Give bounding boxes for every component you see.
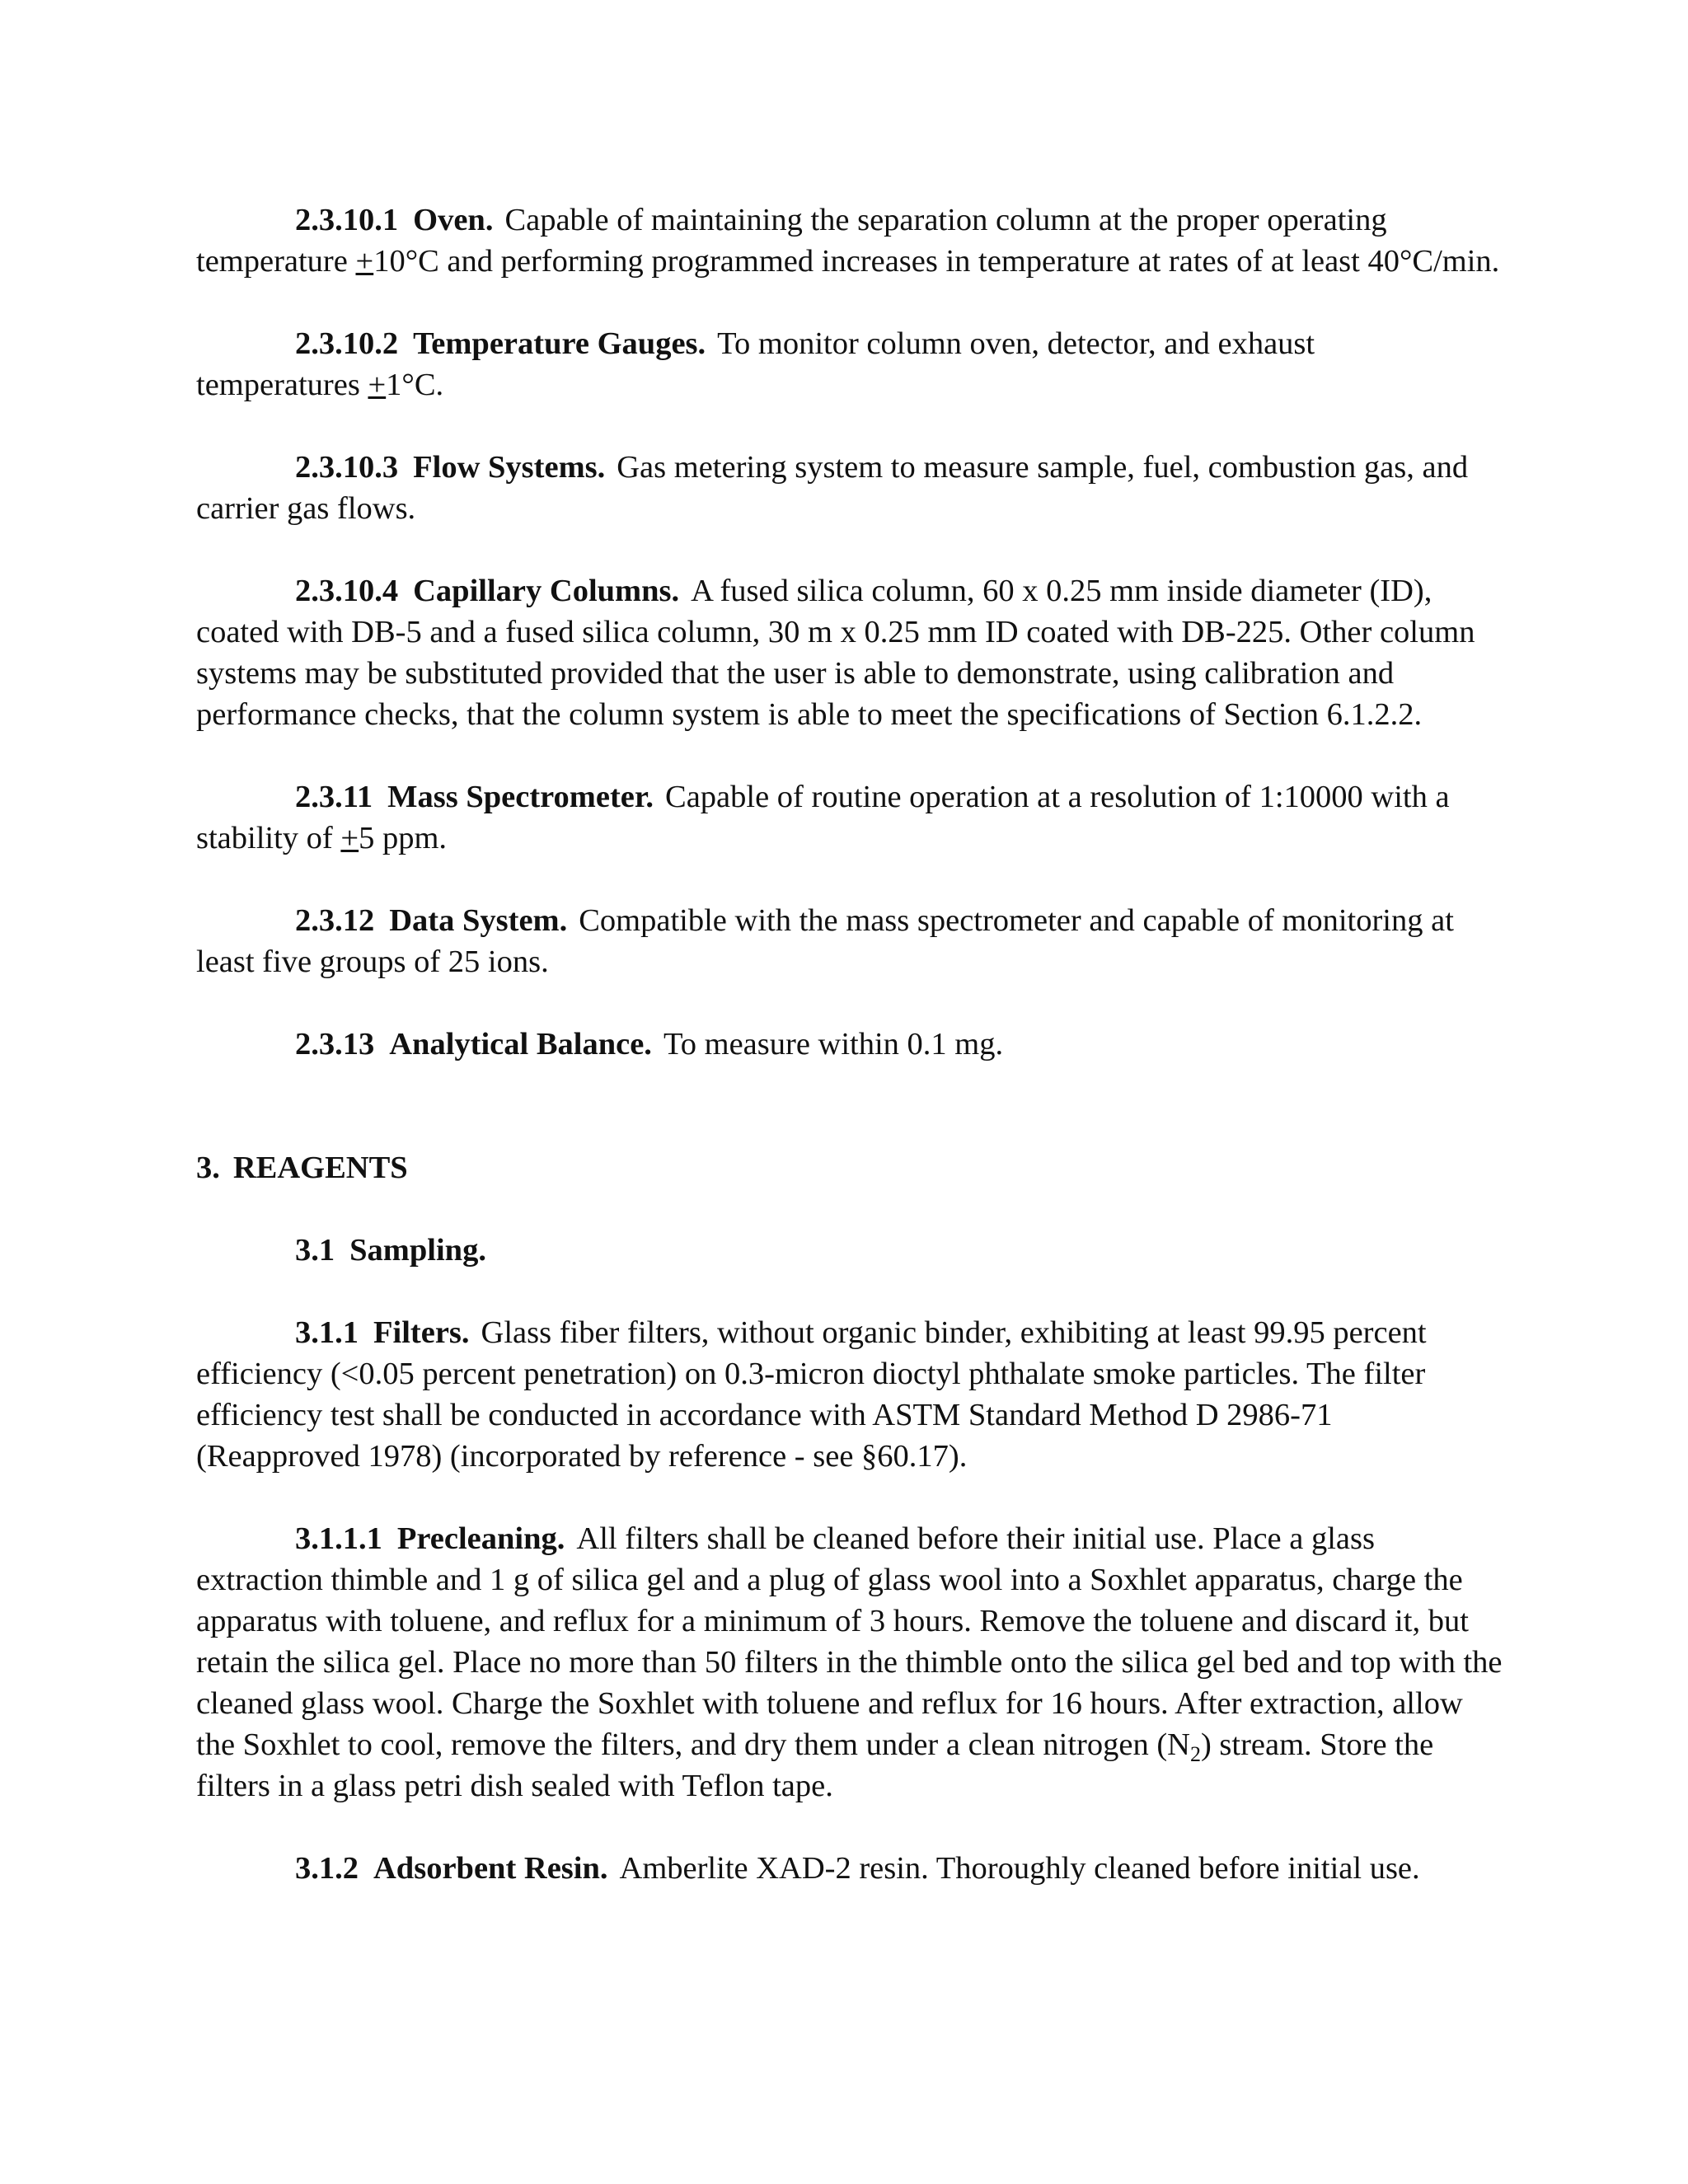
- paragraph-3-1: [196, 1230, 1498, 1271]
- paragraph-text: the Soxhlet to cool, remove the filters, and dry them under a clean nitrogen (N: [196, 1727, 1190, 1762]
- paragraph-text: apparatus with toluene, and reflux for a minimum of 3 hours. Remove the toluene and discard it, but: [196, 1604, 1469, 1638]
- paragraph-3-1-2: [196, 1848, 1498, 1889]
- paragraph-text: Capable of maintaining the separation column at the proper operating: [504, 203, 1387, 237]
- paragraph-number: 2.3.10.2: [295, 326, 399, 361]
- paragraph-text: temperatures: [196, 368, 368, 402]
- paragraph-heading: Temperature Gauges.: [413, 326, 706, 361]
- paragraph-text: Glass fiber filters, without organic binder, exhibiting at least 99.95 percent: [481, 1315, 1427, 1350]
- paragraph-number: 2.3.10.1: [295, 203, 399, 237]
- paragraph-text: 5 ppm.: [359, 821, 448, 855]
- paragraph-text: coated with DB-5 and a fused silica column, 30 m x 0.25 mm ID coated with DB-225. Other column: [196, 615, 1475, 649]
- paragraph-number: 3.1.1: [295, 1315, 359, 1350]
- plus-minus-symbol: +: [368, 368, 387, 402]
- subscript: 2: [1189, 1742, 1201, 1766]
- paragraph-number: 3.1.1.1: [295, 1521, 382, 1556]
- paragraph-text: temperature: [196, 244, 356, 279]
- paragraph-2-3-10-4: [196, 570, 1498, 735]
- paragraph-heading: Filters.: [373, 1315, 470, 1350]
- paragraph-number: 2.3.13: [295, 1027, 375, 1062]
- paragraph-2-3-13: [196, 1024, 1498, 1065]
- paragraph-text: To monitor column oven, detector, and exhaust: [717, 326, 1315, 361]
- paragraph-2-3-11: [196, 776, 1498, 859]
- paragraph-text: Amberlite XAD-2 resin. Thoroughly cleaned before initial use.: [619, 1851, 1420, 1886]
- paragraph-text: stability of: [196, 821, 341, 855]
- paragraph-heading: Mass Spectrometer.: [387, 780, 654, 814]
- paragraph-heading: Capillary Columns.: [413, 574, 680, 608]
- paragraph-text: Capable of routine operation at a resolution of 1:10000 with a: [665, 780, 1450, 814]
- paragraph-text: efficiency test shall be conducted in accordance with ASTM Standard Method D 2986-71: [196, 1398, 1333, 1432]
- paragraph-heading: Adsorbent Resin.: [373, 1851, 608, 1886]
- paragraph-text: (Reapproved 1978) (incorporated by reference - see §60.17).: [196, 1439, 968, 1474]
- paragraph-number: 2.3.11: [295, 780, 373, 814]
- section-number: 3.: [196, 1151, 220, 1185]
- section-heading-reagents: [196, 1147, 1498, 1188]
- paragraph-text: systems may be substituted provided that the user is able to demonstrate, using calibration and: [196, 656, 1395, 691]
- paragraph-text: All filters shall be cleaned before their initial use. Place a glass: [576, 1521, 1375, 1556]
- paragraph-heading: Flow Systems.: [413, 450, 606, 485]
- paragraph-text: 10°C and performing programmed increases in temperature at rates of at least 40°C/min.: [373, 244, 1500, 279]
- paragraph-heading: Precleaning.: [396, 1521, 565, 1556]
- paragraph-heading: Analytical Balance.: [389, 1027, 652, 1062]
- paragraph-2-3-12: [196, 900, 1498, 982]
- paragraph-number: 3.1: [295, 1233, 335, 1268]
- paragraph-text: least five groups of 25 ions.: [196, 944, 549, 979]
- paragraph-text: 1°C.: [386, 368, 444, 402]
- paragraph-text: filters in a glass petri dish sealed with Teflon tape.: [196, 1769, 833, 1803]
- paragraph-text: Compatible with the mass spectrometer and capable of monitoring at: [579, 903, 1454, 938]
- plus-minus-symbol: +: [355, 244, 374, 279]
- paragraph-3-1-1-1: [196, 1518, 1503, 1807]
- paragraph-text: cleaned glass wool. Charge the Soxhlet with toluene and reflux for 16 hours. After extraction, allow: [196, 1686, 1463, 1721]
- document-page: [196, 199, 1503, 1930]
- paragraph-text: To measure within 0.1 mg.: [663, 1027, 1004, 1062]
- paragraph-2-3-10-2: [196, 323, 1498, 405]
- plus-minus-symbol: +: [340, 821, 359, 855]
- paragraph-number: 3.1.2: [295, 1851, 359, 1886]
- paragraph-2-3-10-1: [196, 199, 1498, 282]
- paragraph-text: ) stream. Store the: [1200, 1727, 1434, 1762]
- paragraph-2-3-10-3: [196, 447, 1498, 529]
- paragraph-text: carrier gas flows.: [196, 491, 416, 526]
- paragraph-number: 2.3.10.4: [295, 574, 399, 608]
- paragraph-text: performance checks, that the column system is able to meet the specifications of Section 6.1.2.2.: [196, 697, 1423, 732]
- paragraph-text: efficiency (<0.05 percent penetration) on 0.3-micron dioctyl phthalate smoke particles. The filter: [196, 1357, 1426, 1391]
- paragraph-3-1-1: [196, 1312, 1498, 1477]
- paragraph-text: extraction thimble and 1 g of silica gel and a plug of glass wool into a Soxhlet apparatus, charge the: [196, 1563, 1463, 1597]
- section-title: REAGENTS: [232, 1151, 408, 1185]
- paragraph-text: retain the silica gel. Place no more than 50 filters in the thimble onto the silica gel bed and top with the: [196, 1645, 1503, 1680]
- paragraph-text: A fused silica column, 60 x 0.25 mm inside diameter (ID),: [691, 574, 1432, 608]
- paragraph-heading: Data System.: [389, 903, 568, 938]
- paragraph-heading: Oven.: [413, 203, 494, 237]
- paragraph-number: 2.3.10.3: [295, 450, 399, 485]
- paragraph-number: 2.3.12: [295, 903, 375, 938]
- paragraph-heading: Sampling.: [349, 1233, 486, 1268]
- paragraph-text: Gas metering system to measure sample, fuel, combustion gas, and: [617, 450, 1469, 485]
